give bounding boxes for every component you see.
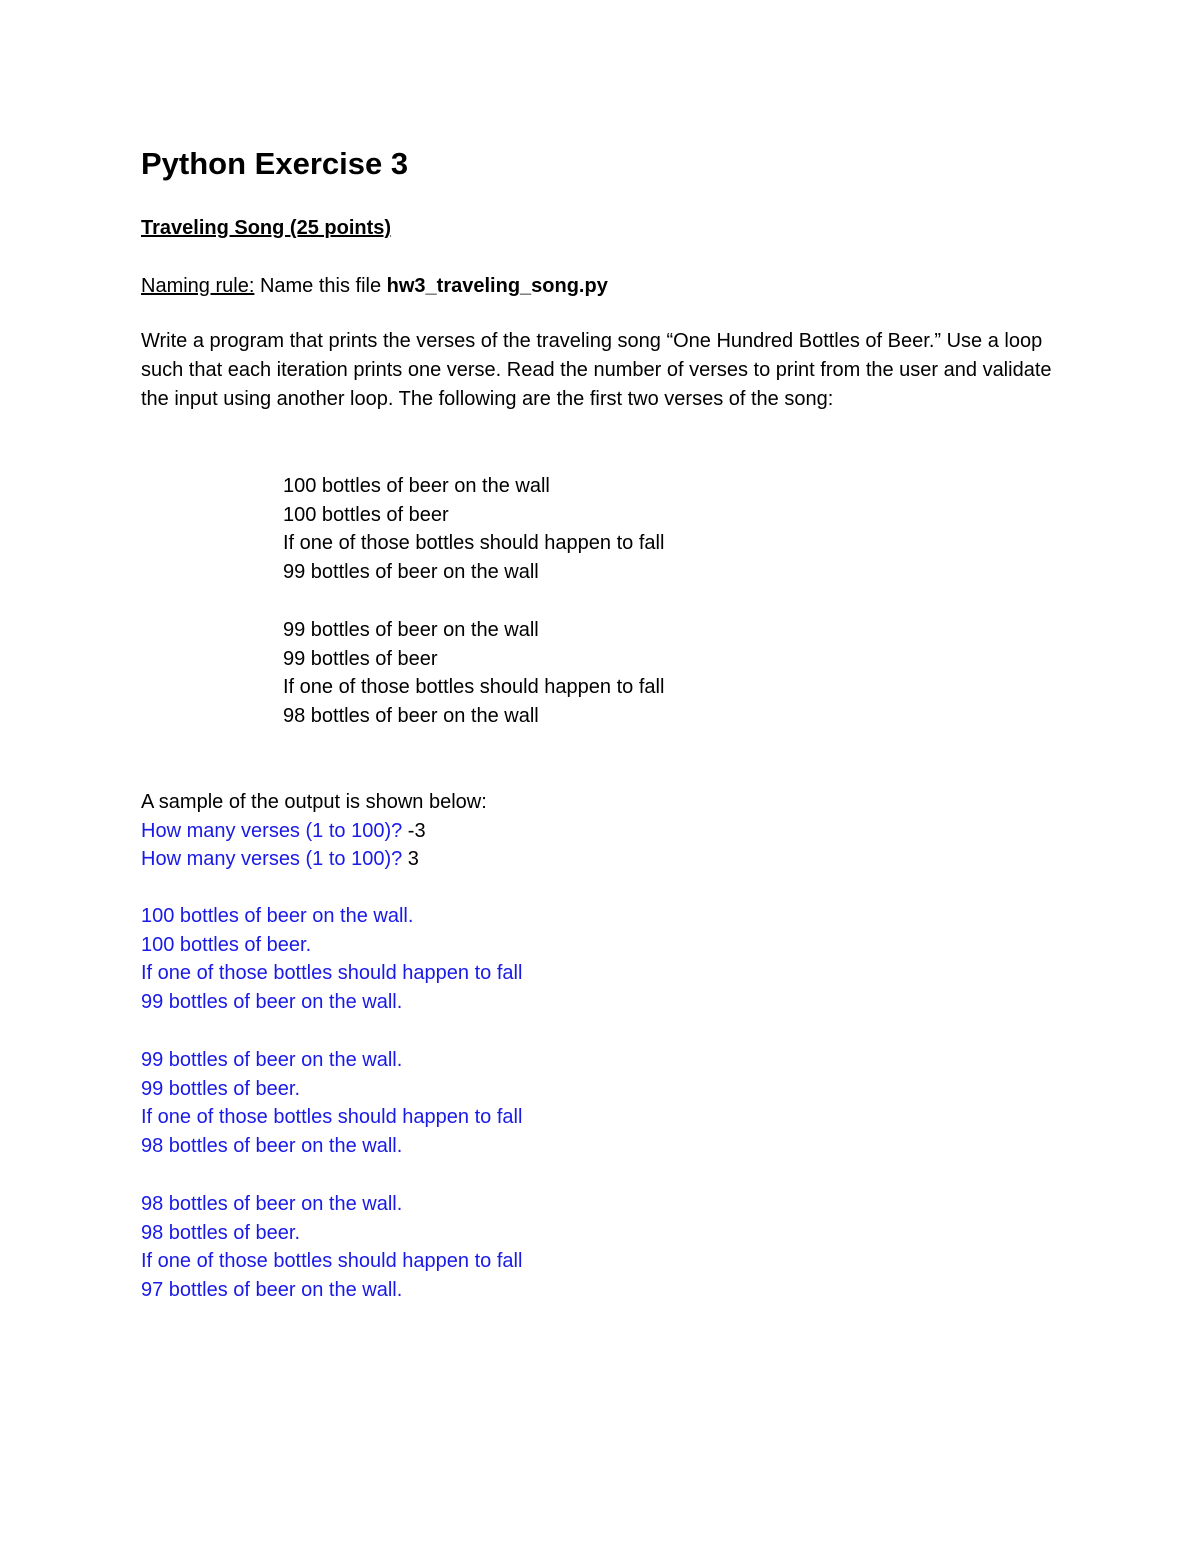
prompt-text: How many verses (1 to 100)? — [141, 819, 408, 842]
verse-line: 100 bottles of beer on the wall — [283, 475, 550, 497]
output-line: 98 bottles of beer on the wall. — [141, 1193, 403, 1215]
verse-line: 99 bottles of beer on the wall — [283, 619, 539, 641]
output-line: 99 bottles of beer on the wall. — [141, 1049, 403, 1071]
sample-output-intro-block — [141, 788, 487, 874]
verse-line: If one of those bottles should happen to fall — [283, 532, 665, 555]
verse-line: 99 bottles of beer on the wall — [283, 561, 539, 584]
verse-line: 99 bottles of beer — [283, 647, 438, 670]
output-line: 97 bottles of beer on the wall. — [141, 1279, 403, 1302]
example-verse-2 — [283, 616, 664, 731]
assignment-description: Write a program that prints the verses of the traveling song “One Hundred Bottles of Beer.” Use a loop such that each iteration prints one verse. Read the number of verses to print from the user and validate the input using another loop. The following are the first two verses of the song: — [141, 330, 1052, 410]
naming-rule-text: Name this file — [254, 275, 387, 297]
verse-line: 98 bottles of beer on the wall — [283, 705, 539, 728]
output-line: If one of those bottles should happen to fall — [141, 962, 523, 985]
sample-verse-1 — [141, 902, 522, 1017]
output-line: 99 bottles of beer on the wall. — [141, 991, 403, 1014]
prompt-line — [141, 845, 487, 874]
output-line: 98 bottles of beer. — [141, 1221, 301, 1244]
naming-rule-filename: hw3_traveling_song.py — [386, 275, 608, 297]
output-line: If one of those bottles should happen to fall — [141, 1106, 523, 1129]
prompt-text: How many verses (1 to 100)? — [141, 848, 408, 871]
sample-verse-3 — [141, 1190, 522, 1305]
sample-verse-2 — [141, 1046, 522, 1161]
page-title: Python Exercise 3 — [141, 146, 409, 181]
naming-rule — [141, 272, 608, 301]
section-heading: Traveling Song (25 points) — [141, 217, 392, 239]
output-line: 100 bottles of beer. — [141, 933, 312, 956]
output-line: If one of those bottles should happen to fall — [141, 1250, 523, 1273]
prompt-line — [141, 817, 487, 846]
sample-intro: A sample of the output is shown below: — [141, 791, 487, 813]
verse-line: If one of those bottles should happen to fall — [283, 676, 665, 699]
example-verse-1 — [283, 472, 664, 587]
output-line: 98 bottles of beer on the wall. — [141, 1135, 403, 1158]
output-line: 99 bottles of beer. — [141, 1077, 301, 1100]
verse-line: 100 bottles of beer — [283, 503, 449, 526]
prompt-input: 3 — [407, 848, 419, 871]
naming-rule-label: Naming rule: — [141, 275, 255, 297]
output-line: 100 bottles of beer on the wall. — [141, 905, 414, 927]
prompt-input: -3 — [407, 819, 426, 842]
